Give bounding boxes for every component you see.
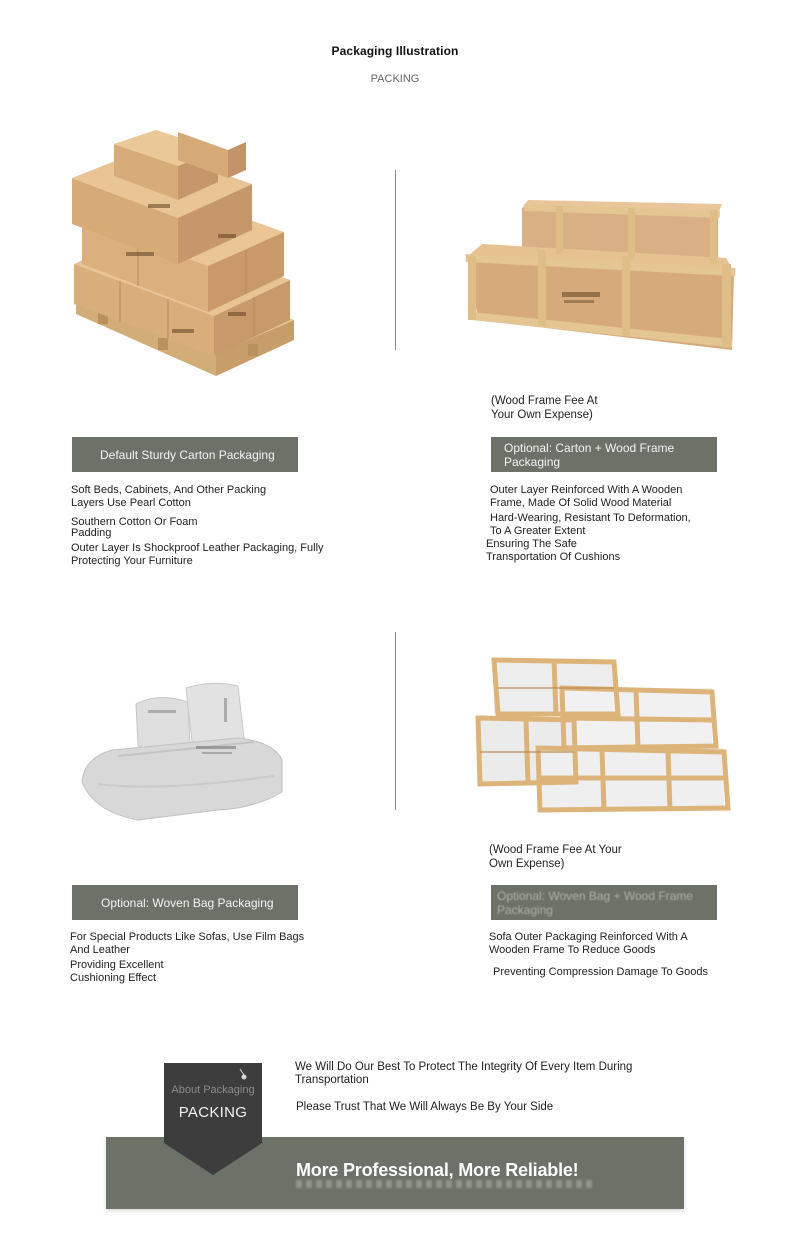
carton-stack-image [68, 124, 300, 388]
section2-note-line: (Wood Frame Fee At [491, 395, 598, 407]
section1-desc-line: Layers Use Pearl Cotton [71, 497, 191, 509]
section2-label [491, 437, 717, 472]
section1-desc-line: Outer Layer Is Shockproof Leather Packaging, Fully [71, 542, 324, 554]
footer-message [295, 1061, 675, 1114]
section3-desc-line: And Leather [70, 944, 130, 956]
section3-desc [70, 931, 360, 985]
section4-desc-line: Preventing Compression Damage To Goods [493, 966, 709, 978]
section3-label-text: Optional: Woven Bag Packaging [101, 895, 274, 910]
section3-desc-line: For Special Products Like Sofas, Use Film Bags [70, 931, 305, 943]
page-subtitle: PACKING [370, 73, 420, 85]
footer-line: We Will Do Our Best To Protect The Integrity Of Every Item During [295, 1061, 633, 1073]
section1-desc [71, 484, 361, 568]
section2-desc-line: Frame, Made Of Solid Wood Material [490, 497, 672, 509]
footer-line: Please Trust That We Will Always Be By Your Side [296, 1101, 554, 1113]
section4-note [489, 843, 689, 871]
section2-note-line: Your Own Expense) [491, 409, 593, 421]
section4-desc-line: Wooden Frame To Reduce Goods [489, 944, 656, 956]
section4-note-line: Own Expense) [489, 858, 565, 870]
section2-desc-line: Ensuring The Safe [486, 538, 577, 550]
section2-desc-line: To A Greater Extent [490, 525, 586, 537]
section3-label [72, 885, 298, 920]
section4-label [491, 885, 717, 920]
divider-bottom [395, 632, 396, 810]
section1-desc-line: Protecting Your Furniture [71, 555, 193, 567]
footer-line: Transportation [295, 1074, 369, 1086]
woven-bag-wood-frame-image [472, 648, 732, 814]
section3-desc-line: Cushioning Effect [70, 972, 157, 984]
wood-frame-carton-image [464, 200, 738, 356]
footer-banner-reflection [296, 1180, 596, 1188]
section1-label [72, 437, 298, 472]
section2-note [491, 394, 691, 422]
packing-tag-label: About Packaging [171, 1084, 255, 1096]
section2-desc-line: Outer Layer Reinforced With A Wooden [490, 484, 683, 496]
packing-tag-title: PACKING [178, 1104, 248, 1121]
section4-desc-line: Sofa Outer Packaging Reinforced With A [489, 931, 688, 943]
section1-desc-line: Soft Beds, Cabinets, And Other Packing [71, 484, 267, 496]
section4-label-text: Optional: Woven Bag + Wood Frame Packaging [497, 888, 693, 917]
section4-desc [489, 931, 749, 979]
section2-desc-line: Transportation Of Cushions [486, 551, 621, 563]
section4-note-line: (Wood Frame Fee At Your [489, 844, 622, 856]
section1-desc-line: Padding [71, 527, 112, 539]
section1-label-text: Default Sturdy Carton Packaging [100, 447, 275, 462]
section2-desc [486, 484, 736, 564]
page-title: Packaging Illustration [331, 44, 459, 58]
footer-banner-text: More Professional, More Reliable! [296, 1160, 579, 1180]
section1-desc-line: Southern Cotton Or Foam [71, 516, 198, 528]
section2-desc-line: Hard-Wearing, Resistant To Deformation, [490, 512, 691, 524]
section3-desc-line: Providing Excellent [70, 959, 164, 971]
woven-bag-image [78, 680, 288, 822]
section2-label-text: Optional: Carton + Wood Frame Packaging [504, 440, 675, 469]
divider-top [395, 170, 396, 350]
